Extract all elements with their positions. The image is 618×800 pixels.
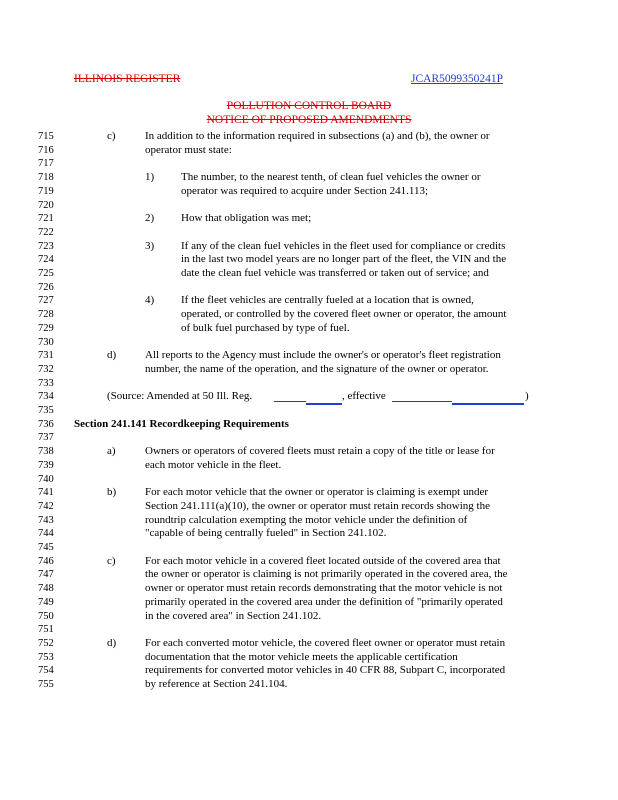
- subsection-label: a): [107, 445, 116, 458]
- subsection-label: d): [107, 636, 117, 649]
- line-number: 732: [38, 363, 54, 375]
- line-number: 715: [38, 131, 54, 142]
- line-number: 739: [38, 459, 54, 471]
- paragraph-line: "capable of being centrally fueled" in Section 241.102.: [145, 527, 387, 540]
- line-number: 738: [38, 446, 54, 458]
- paragraph-line: the owner or operator is claiming is not primarily operated in the covered area, the: [145, 568, 508, 581]
- paragraph-line: documentation that the motor vehicle meets the applicable certification: [145, 650, 458, 663]
- paragraph-line: operator was required to acquire under Section 241.113;: [181, 184, 429, 197]
- line-number: 745: [38, 542, 54, 553]
- line-number: 751: [38, 624, 54, 636]
- line-number: 723: [38, 240, 54, 252]
- line-number: 748: [38, 583, 54, 595]
- line-number: 716: [38, 144, 54, 156]
- line-number: 736: [38, 418, 54, 430]
- line-number: 719: [38, 185, 54, 197]
- paragraph-line: Owners or operators of covered fleets must retain a copy of the title or lease for: [145, 445, 495, 458]
- paragraph-line: operated, or controlled by the covered fleet owner or operator, the amount: [181, 308, 507, 321]
- paragraph-line: date the clean fuel vehicle was transferred or taken out of service; and: [181, 267, 489, 279]
- line-number: 747: [38, 569, 54, 581]
- paragraph-line: How that obligation was met;: [181, 212, 312, 225]
- line-number: 755: [38, 679, 54, 690]
- line-number: 730: [38, 336, 54, 348]
- line-number: 721: [38, 213, 54, 225]
- item-label: 4): [145, 294, 155, 307]
- paragraph-line: In addition to the information required in subsections (a) and (b), the owner or: [145, 130, 490, 142]
- section-heading: Section 241.141 Recordkeeping Requirements: [74, 417, 289, 430]
- paragraph-line: of bulk fuel purchased by type of fuel.: [181, 321, 350, 334]
- source-note: (Source: Amended at 50 Ill. Reg.: [107, 390, 253, 403]
- paragraph-line: For each converted motor vehicle, the covered fleet owner or operator must retain: [145, 636, 506, 649]
- paragraph-line: operator must state:: [145, 143, 232, 156]
- paragraph-line: in the last two model years are no longer part of the fleet, the VIN and the: [181, 253, 507, 266]
- paragraph-line: by reference at Section 241.104.: [145, 678, 288, 690]
- line-number: 752: [38, 637, 54, 649]
- line-number: 733: [38, 377, 54, 389]
- line-number: 720: [38, 199, 54, 211]
- line-number: 749: [38, 596, 54, 608]
- item-label: 1): [145, 171, 155, 184]
- line-number: 735: [38, 405, 54, 416]
- line-number: 717: [38, 158, 54, 170]
- paragraph-line: If the fleet vehicles are centrally fueled at a location that is owned,: [181, 294, 474, 307]
- paragraph-line: owner or operator must retain records demonstrating that the motor vehicle is not: [145, 582, 503, 595]
- paragraph-line: roundtrip calculation exempting the motor vehicle under the definition of: [145, 513, 468, 526]
- line-number: 728: [38, 309, 54, 321]
- paragraph-line: each motor vehicle in the fleet.: [145, 458, 282, 471]
- paragraph-line: in the covered area" in Section 241.102.: [145, 609, 322, 622]
- paragraph-line: For each motor vehicle in a covered fleet located outside of the covered area that: [145, 554, 501, 567]
- subsection-label: c): [107, 130, 116, 142]
- document-id-link[interactable]: JCAR5099350241P: [411, 73, 504, 85]
- notice-title: NOTICE OF PROPOSED AMENDMENTS: [206, 114, 412, 126]
- line-number: 742: [38, 500, 54, 512]
- paragraph-line: requirements for converted motor vehicles in 40 CFR 88, Subpart C, incorporated: [145, 664, 506, 677]
- paragraph-line: number, the name of the operation, and the signature of the owner or operator.: [145, 362, 489, 375]
- blank-red-underline: [274, 401, 306, 402]
- paragraph-line: Section 241.111(a)(10), the owner or operator must retain records showing the: [145, 499, 490, 512]
- line-number: 722: [38, 226, 54, 238]
- line-number: 753: [38, 651, 54, 663]
- paragraph-line: If any of the clean fuel vehicles in the fleet used for compliance or credits: [181, 239, 506, 252]
- paragraph-line: All reports to the Agency must include the owner's or operator's fleet registration: [145, 349, 501, 362]
- source-effective: , effective: [342, 390, 386, 403]
- line-number: 734: [38, 391, 54, 403]
- line-number: 725: [38, 268, 54, 279]
- line-number: 718: [38, 172, 54, 184]
- line-number: 724: [38, 254, 54, 266]
- blank-blue-underline: [306, 403, 342, 405]
- line-number: 743: [38, 514, 54, 526]
- subsection-label: b): [107, 486, 117, 499]
- source-close: ): [525, 390, 529, 403]
- blank-blue-underline: [452, 403, 524, 405]
- line-number: 746: [38, 555, 54, 567]
- line-number: 737: [38, 432, 54, 444]
- item-label: 2): [145, 212, 155, 225]
- line-number: 741: [38, 487, 54, 499]
- register-header: ILLINOIS REGISTER: [74, 73, 181, 85]
- line-number: 729: [38, 322, 54, 334]
- line-number: 740: [38, 473, 54, 485]
- paragraph-line: For each motor vehicle that the owner or operator is claiming is exempt under: [145, 486, 489, 499]
- subsection-label: c): [107, 554, 116, 567]
- line-number: 750: [38, 610, 54, 622]
- line-number: 727: [38, 295, 54, 307]
- line-number: 731: [38, 350, 54, 362]
- line-number: 754: [38, 665, 54, 677]
- line-number: 744: [38, 528, 54, 540]
- item-label: 3): [145, 239, 155, 252]
- subsection-label: d): [107, 349, 117, 362]
- blank-red-underline: [392, 401, 452, 402]
- paragraph-line: primarily operated in the covered area under the definition of "primarily operated: [145, 595, 503, 608]
- line-number: 726: [38, 281, 54, 293]
- paragraph-line: The number, to the nearest tenth, of clean fuel vehicles the owner or: [181, 171, 481, 184]
- board-title: POLLUTION CONTROL BOARD: [226, 100, 392, 112]
